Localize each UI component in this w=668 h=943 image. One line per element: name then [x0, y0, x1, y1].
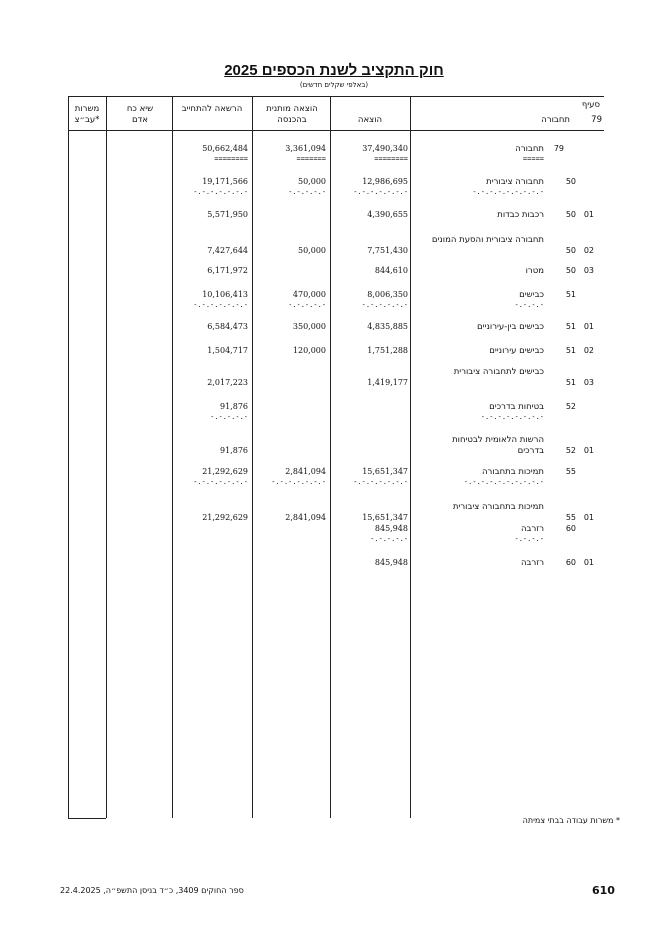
col-divider: [68, 96, 69, 818]
row-authority-underline: -.-.-.-.-.-.-: [193, 301, 248, 309]
row-code-program: 51: [565, 346, 576, 355]
row-description-underline: =====: [522, 155, 544, 163]
row-description-underline: -.-.-.-: [514, 535, 544, 543]
row-expense: 844,610: [374, 266, 408, 275]
row-description: תחבורה: [515, 144, 544, 154]
col-divider: [330, 96, 331, 818]
row-expense-underline: -.-.-.-.-: [370, 535, 408, 543]
row-description: תמיכות בתחבורה ציבורית: [452, 502, 544, 512]
header-section-code: 79: [591, 115, 602, 125]
row-code-subprogram: 01: [583, 322, 594, 331]
row-code-subprogram: 01: [583, 446, 594, 455]
row-conditional-expense: 2,841,094: [285, 513, 326, 522]
page-subtitle: (באלפי שקלים חדשים): [299, 81, 369, 89]
row-expense: 4,390,655: [367, 210, 408, 219]
footnote: * משרות עבודה בבתי צמיתה: [522, 816, 620, 825]
row-code-program: 51: [565, 378, 576, 387]
row-commitment-authority: 2,017,223: [207, 378, 248, 387]
row-conditional-underline: -.-.-.-.-: [288, 188, 326, 196]
row-description-underline: -.-.-.-.-.-.-.-.-.-: [463, 478, 544, 486]
row-commitment-authority: 50,662,484: [202, 144, 248, 153]
row-code-subprogram: 02: [583, 246, 594, 255]
row-description: תמיכות בתחבורה: [482, 467, 544, 477]
row-description: רכבות כבדות: [497, 210, 544, 220]
row-expense: 1,419,177: [367, 378, 408, 387]
row-code-program: 55: [565, 513, 576, 522]
row-description: כבישים בין-עירוניים: [477, 322, 544, 332]
row-authority-underline: -.-.-.-.-.-.-: [193, 188, 248, 196]
row-code-subprogram: 03: [583, 266, 594, 275]
table-top-border: [68, 96, 604, 97]
col-divider: [252, 96, 253, 818]
row-description: בטיחות בדרכים: [489, 402, 544, 412]
row-commitment-authority: 21,292,629: [202, 513, 248, 522]
row-conditional-expense: 50,000: [298, 177, 326, 186]
header-section-label: סעיף: [581, 100, 600, 110]
row-expense: 845,948: [374, 558, 408, 567]
row-description: תחבורה ציבורית: [486, 177, 544, 187]
page-number: 610: [592, 884, 615, 897]
row-expense: 37,490,340: [362, 144, 408, 153]
row-description: כבישים: [519, 290, 544, 300]
row-conditional-expense: 120,000: [292, 346, 326, 355]
row-authority-underline: -.-.-.-.-: [210, 413, 248, 421]
row-conditional-expense: 350,000: [292, 322, 326, 331]
header-positions: משרות עב״צ*: [74, 104, 100, 125]
row-code-program: 60: [565, 524, 576, 533]
row-description-underline: -.-.-.-.-.-.-.-.-: [472, 188, 544, 196]
row-commitment-authority: 5,571,950: [207, 210, 248, 219]
row-authority-underline: -.-.-.-.-.-.-: [193, 478, 248, 486]
header-bottom-border: [68, 130, 604, 131]
row-code-program: 51: [565, 290, 576, 299]
row-expense-underline: -.-.-.-.-.-: [361, 301, 408, 309]
row-commitment-authority: 21,292,629: [202, 467, 248, 476]
row-expense: 1,751,288: [367, 346, 408, 355]
row-conditional-expense: 2,841,094: [285, 467, 326, 476]
row-code-program: 55: [565, 467, 576, 476]
col-divider: [410, 96, 411, 818]
row-description: רזרבה: [520, 524, 544, 534]
row-conditional-expense: 3,361,094: [285, 144, 326, 153]
row-commitment-authority: 7,427,644: [207, 246, 248, 255]
row-description: כבישים לתחבורה ציבורית: [453, 367, 544, 377]
row-expense: 7,751,430: [367, 246, 408, 255]
page-title: חוק התקציב לשנת הכספים 2025: [224, 62, 444, 79]
header-conditional-expense: הוצאה מותנית בהכנסה: [266, 104, 318, 125]
row-expense: 845,948: [374, 524, 408, 533]
row-commitment-authority: 6,171,972: [207, 266, 248, 275]
header-section-name: תחבורה: [541, 115, 570, 125]
header-commitment-authority: הרשאה להתחייב: [181, 104, 243, 114]
row-code-program: 52: [565, 402, 576, 411]
header-peak-manpower: שיא כח אדם: [126, 104, 154, 125]
row-expense: 4,835,885: [367, 322, 408, 331]
row-commitment-authority: 6,584,473: [207, 322, 248, 331]
row-code-program: 50: [565, 210, 576, 219]
row-expense: 12,986,695: [362, 177, 408, 186]
row-description-underline: -.-.-.-.-.-.-.-: [480, 413, 544, 421]
row-commitment-authority: 91,876: [220, 402, 248, 411]
table-bottom-border: [68, 818, 106, 819]
row-code-subprogram: 01: [583, 558, 594, 567]
row-conditional-expense: 470,000: [292, 290, 326, 299]
header-expense: הוצאה: [357, 115, 383, 125]
row-commitment-authority: 1,504,717: [207, 346, 248, 355]
row-commitment-authority: 10,106,413: [202, 290, 248, 299]
row-conditional-underline: =======: [296, 155, 326, 163]
col-divider: [106, 96, 107, 818]
row-code-subprogram: 01: [583, 210, 594, 219]
row-code-chapter: 79: [553, 144, 564, 153]
row-code-program: 50: [565, 266, 576, 275]
row-commitment-authority: 91,876: [220, 446, 248, 455]
row-description: כבישים עירוניים: [489, 346, 544, 356]
col-divider: [172, 96, 173, 818]
row-description: רזרבה: [520, 558, 544, 568]
row-conditional-underline: -.-.-.-.-: [288, 301, 326, 309]
row-code-program: 60: [565, 558, 576, 567]
footer-reference: ספר החוקים 3409, כ״ד בניסן התשפ״ה, 22.4.2025: [60, 886, 244, 895]
row-code-subprogram: 01: [583, 513, 594, 522]
row-commitment-authority: 19,171,566: [202, 177, 248, 186]
row-code-program: 52: [565, 446, 576, 455]
row-expense-underline: -.-.-.-.-.-.-: [353, 478, 408, 486]
row-description: מטרו: [525, 266, 544, 276]
row-expense-underline: -.-.-.-.-.-.-: [353, 188, 408, 196]
row-code-subprogram: 03: [583, 378, 594, 387]
row-code-program: 51: [565, 322, 576, 331]
row-code-program: 50: [565, 246, 576, 255]
row-code-subprogram: 02: [583, 346, 594, 355]
row-expense: 15,651,347: [362, 467, 408, 476]
row-authority-underline: ========: [214, 155, 248, 163]
row-description: הרשות הלאומית לבטיחות בדרכים: [452, 435, 544, 456]
row-expense-underline: ========: [374, 155, 408, 163]
row-conditional-underline: -.-.-.-.-.-.-: [271, 478, 326, 486]
row-code-program: 50: [565, 177, 576, 186]
row-description: תחבורה ציבורית והסעת המונים: [431, 235, 544, 245]
row-conditional-expense: 50,000: [298, 246, 326, 255]
row-expense: 15,651,347: [362, 513, 408, 522]
row-expense: 8,006,350: [367, 290, 408, 299]
row-description-underline: -.-.-.-: [514, 301, 544, 309]
